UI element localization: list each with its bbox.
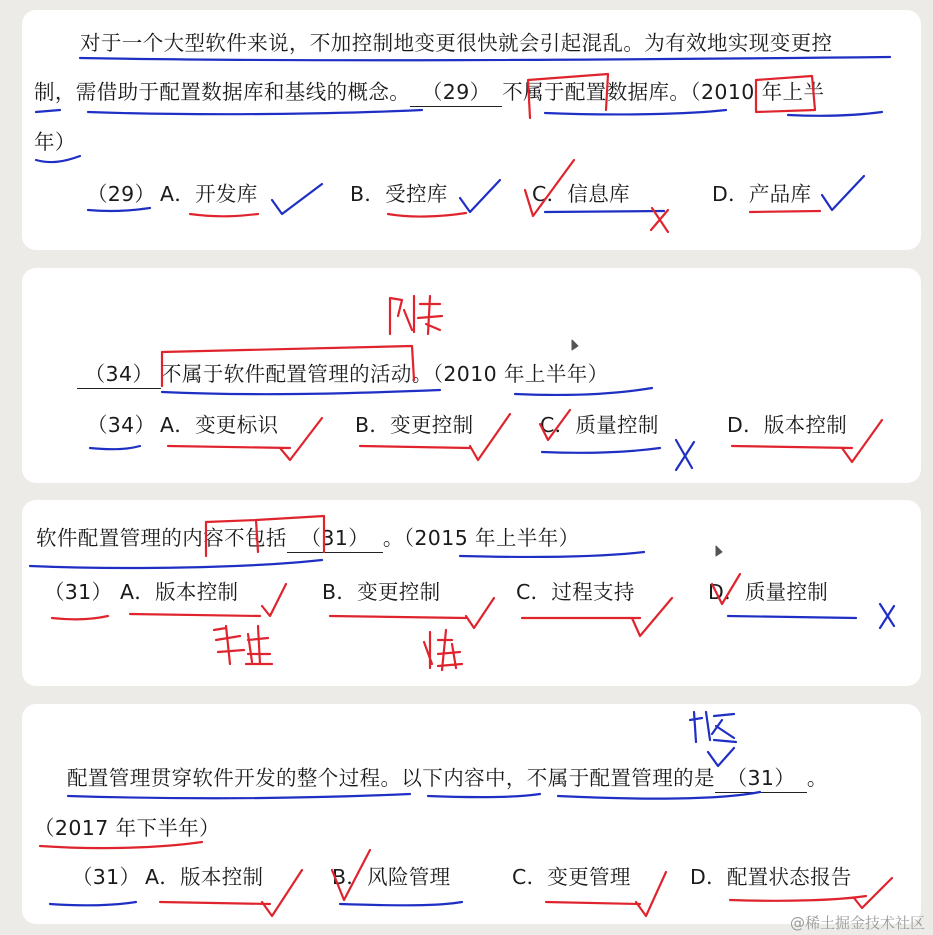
question-card-2 xyxy=(22,268,921,483)
q4-blank: （31） xyxy=(715,764,807,793)
q1-option-d: D．产品库 xyxy=(712,182,812,206)
q3-option-b: B．变更控制 xyxy=(322,580,441,604)
q4-option-c: C．变更管理 xyxy=(512,865,631,889)
q3-stem xyxy=(36,524,580,553)
q4-stem-post: 。 xyxy=(806,766,828,790)
q1-option-c: C．信息库 xyxy=(532,182,630,206)
q3-option-d: D．质量控制 xyxy=(708,580,829,604)
q3-blank: （31） xyxy=(287,524,383,553)
q1-line3: 年） xyxy=(34,130,76,154)
question-card-4 xyxy=(22,704,921,924)
q4-option-a: A．版本控制 xyxy=(145,865,264,889)
q3-option-c: C．过程支持 xyxy=(516,580,635,604)
question-card-1 xyxy=(22,10,921,250)
q3-option-a: A．版本控制 xyxy=(120,580,239,604)
watermark: @稀土掘金技术社区 xyxy=(789,914,925,932)
q1-line2 xyxy=(34,78,824,107)
q1-blank: （29） xyxy=(410,78,502,107)
q2-stem xyxy=(77,360,609,389)
q1-option-b: B．受控库 xyxy=(350,182,448,206)
q2-option-a: A．变更标识 xyxy=(160,413,279,437)
q1-line2-pre: 制，需借助于配置数据库和基线的概念。 xyxy=(34,80,411,104)
q3-stem-post: 。（2015 年上半年） xyxy=(382,526,580,550)
q4-num: （31） xyxy=(72,865,141,889)
q4-option-b: B．风险管理 xyxy=(332,865,451,889)
q3-stem-pre: 软件配置管理的内容不包括 xyxy=(36,526,287,550)
q4-option-d: D．配置状态报告 xyxy=(690,865,852,889)
q1-option-a: A．开发库 xyxy=(160,182,258,206)
q4-stem xyxy=(67,764,828,793)
q2-option-c: C．质量控制 xyxy=(540,413,659,437)
q2-blank: （34） xyxy=(77,360,161,389)
q4-line2: （2017 年下半年） xyxy=(34,816,221,840)
q4-stem-pre: 配置管理贯穿软件开发的整个过程。以下内容中，不属于配置管理的是 xyxy=(67,766,715,790)
q2-option-d: D．版本控制 xyxy=(727,413,848,437)
q3-num: （31） xyxy=(44,580,113,604)
q1-num: （29） xyxy=(87,182,156,206)
q1-line1: 对于一个大型软件来说，不加控制地变更很快就会引起混乱。为有效地实现变更控 xyxy=(80,31,833,55)
q2-stem-text: 不属于软件配置管理的活动。（2010 年上半年） xyxy=(161,362,609,386)
q1-line2-post: 不属于配置数据库。（2010 年上半 xyxy=(502,80,825,104)
q2-option-b: B．变更控制 xyxy=(355,413,474,437)
q2-num: （34） xyxy=(87,413,156,437)
question-card-3 xyxy=(22,500,921,686)
